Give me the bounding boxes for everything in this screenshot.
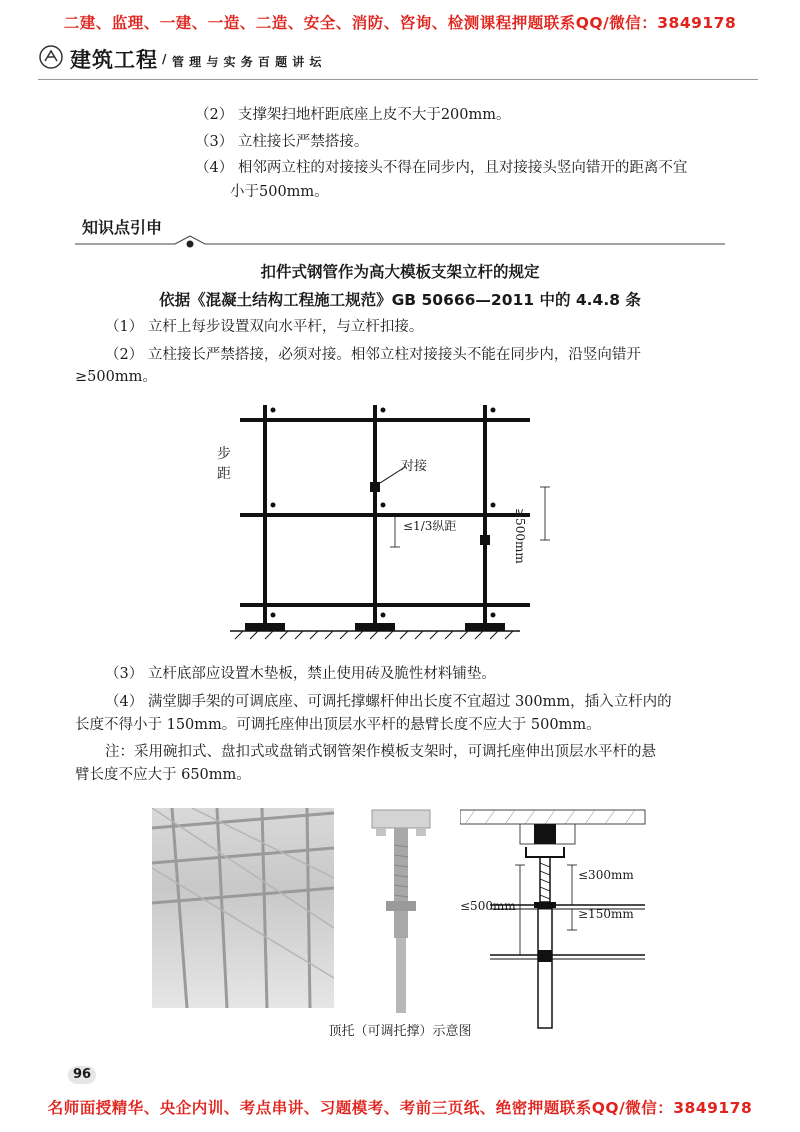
note: 注：采用碗扣式、盘扣式或盘销式钢管架作模板支架时，可调托座伸出顶层水平杆的悬 [105,744,656,760]
rule-3: （3） 立杆底部应设置木垫板，禁止使用砖及脆性材料铺垫。 [105,666,496,682]
top-banner: 二建、监理、一建、一造、二造、安全、消防、咨询、检测课程押题联系QQ/微信：3849178 [63,14,737,32]
header-separator: / [162,52,167,66]
label-distance: 距 [217,466,231,482]
bottom-banner: 名师面授精华、央企内训、考点串讲、习题模考、考前三页纸、绝密押题联系QQ/微信：3849178 [47,1099,753,1117]
label-joint: 对接 [401,459,428,474]
section-basis: 依据《混凝土结构工程施工规范》GB 50666—2011 中的 4.4.8 条 [159,291,641,309]
section-title: 扣件式钢管作为高大模板支架立杆的规定 [260,263,540,281]
rule-1: （1） 立杆上每步设置双向水平杆，与立杆扣接。 [105,319,424,335]
label-500: ≤500mm [460,899,516,913]
book-subtitle: 管 理 与 实 务 百 题 讲 坛 [172,55,322,69]
adjustable-support-illustration [362,805,442,1015]
rule-4-cont: 长度不得小于 150mm。可调托座伸出顶层水平杆的悬臂长度不应大于 500mm。 [75,717,601,733]
book-logo-icon [38,44,64,70]
rule-2-cont: ≥500mm。 [75,369,157,385]
label-150: ≥150mm [578,907,634,921]
figure-caption: 顶托（可调托撑）示意图 [328,1024,472,1039]
rule-2: （2） 立柱接长严禁搭接，必须对接。相邻立柱对接接头不能在同步内，沿竖向错开 [105,347,641,363]
page-number: 96 [68,1066,96,1084]
label-300: ≤300mm [578,868,634,882]
rule-4: （4） 满堂脚手架的可调底座、可调托撑螺杆伸出长度不宜超过 300mm，插入立杆内的 [105,694,672,710]
intro-item-2: （2） 支撑架扫地杆距底座上皮不大于200mm。 [195,107,511,123]
intro-item-3: （3） 立柱接长严禁搭接。 [195,134,369,150]
intro-item-4: （4） 相邻两立柱的对接接头不得在同步内，且对接接头竖向错开的距离不宜 [195,160,688,176]
label-500-vertical: ≥500mm [513,508,527,564]
section-heading: 知识点引申 [82,218,163,237]
header-rule [38,79,758,80]
scaffold-photo [152,808,334,1008]
section-divider [75,232,725,254]
label-step: 步 [217,446,231,462]
note-cont: 臂长度不应大于 650mm。 [75,767,251,783]
book-title: 建筑工程 [70,47,158,72]
intro-item-4-cont: 小于500mm。 [230,184,329,200]
label-third-span: ≤1/3纵距 [403,519,457,533]
